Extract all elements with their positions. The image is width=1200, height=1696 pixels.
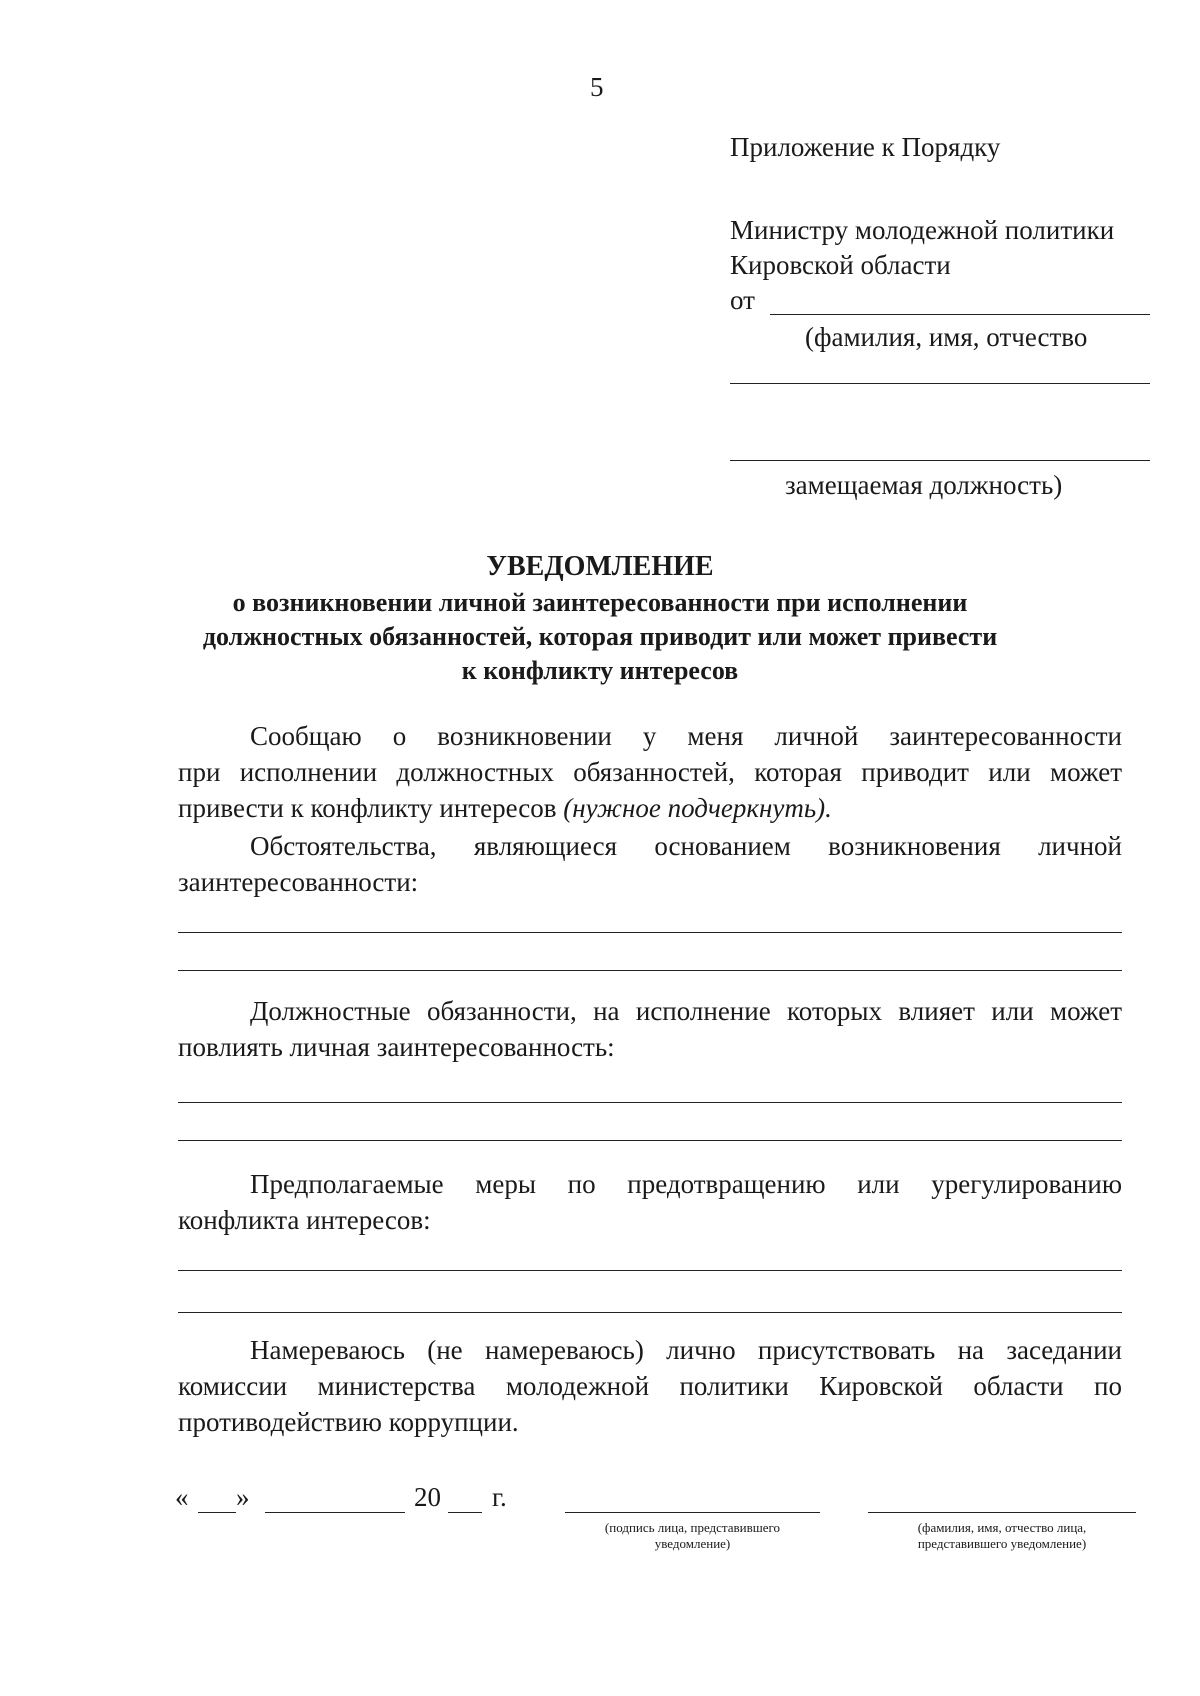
date-year-suffix: г. bbox=[492, 1482, 507, 1512]
measures-line-1[interactable] bbox=[178, 1270, 1122, 1271]
duties-line-1[interactable] bbox=[178, 1102, 1122, 1103]
p1-line1: Сообщаю о возникновении у меня личной заинтересованности bbox=[250, 721, 1122, 751]
p3-line1: Должностные обязанности, на исполнение которых влияет или может bbox=[250, 996, 1122, 1026]
position-line[interactable] bbox=[730, 460, 1150, 461]
p4-line1: Предполагаемые меры по предотвращению или урегулированию bbox=[250, 1169, 1122, 1199]
paragraph-intention bbox=[178, 1332, 1122, 1440]
signature-caption-1: (подпись лица, представившего bbox=[604, 1520, 781, 1535]
appendix-label: Приложение к Порядку bbox=[730, 132, 1001, 162]
signature-caption-2: уведомление) bbox=[654, 1536, 731, 1551]
hint-position: замещаемая должность) bbox=[785, 470, 1063, 500]
addressee-line2: Кировской области bbox=[730, 250, 951, 280]
title-sub-line1: о возникновении личной заинтересованности при исполнении bbox=[232, 588, 968, 617]
p5-line2: комиссии министерства молодежной политики Кировской области по bbox=[178, 1371, 1122, 1401]
p1-line3 bbox=[178, 790, 1122, 826]
p5-line3: противодействию коррупции. bbox=[178, 1407, 519, 1437]
full-name-line[interactable] bbox=[868, 1512, 1136, 1513]
paragraph-statement bbox=[178, 718, 1122, 826]
full-name-caption-2: представившего уведомление) bbox=[917, 1536, 1087, 1551]
name-continuation-line[interactable] bbox=[730, 383, 1150, 384]
p4-line2: конфликта интересов: bbox=[178, 1205, 431, 1235]
paragraph-duties bbox=[178, 993, 1122, 1065]
p1-line2: при исполнении должностных обязанностей, которая приводит или может bbox=[178, 757, 1122, 787]
title-sub-line3: к конфликту интересов bbox=[461, 656, 739, 685]
hint-name: (фамилия, имя, отчество bbox=[805, 322, 1088, 352]
full-name-caption-1: (фамилия, имя, отчество лица, bbox=[917, 1520, 1087, 1535]
p2-line1: Обстоятельства, являющиеся основанием возникновения личной bbox=[250, 831, 1122, 861]
title-sub-line2: должностных обязанностей, которая приводит или может привести bbox=[202, 622, 998, 651]
paragraph-circumstances bbox=[178, 828, 1122, 900]
date-day-line[interactable] bbox=[198, 1512, 236, 1513]
paragraph-measures bbox=[178, 1166, 1122, 1238]
p5-line1: Намереваюсь (не намереваюсь) лично присутствовать на заседании bbox=[250, 1335, 1122, 1365]
date-quote-close: » bbox=[236, 1482, 250, 1512]
addressee-line1: Министру молодежной политики bbox=[730, 215, 1115, 245]
date-quote-open: « bbox=[175, 1482, 189, 1512]
measures-line-2[interactable] bbox=[178, 1312, 1122, 1313]
page-number: 5 bbox=[590, 72, 604, 102]
p2-line2: заинтересованности: bbox=[178, 867, 419, 897]
p1-underline-hint: (нужное подчеркнуть). bbox=[563, 793, 832, 823]
duties-line-2[interactable] bbox=[178, 1140, 1122, 1141]
circumstances-line-2[interactable] bbox=[178, 970, 1122, 971]
from-name-line[interactable] bbox=[770, 314, 1150, 315]
document-title: УВЕДОМЛЕНИЕ bbox=[486, 551, 714, 582]
p1-line3-text: привести к конфликту интересов bbox=[178, 793, 564, 823]
circumstances-line-1[interactable] bbox=[178, 932, 1122, 933]
date-year-line[interactable] bbox=[448, 1512, 482, 1513]
from-label: от bbox=[730, 285, 755, 315]
signature-line[interactable] bbox=[565, 1512, 820, 1513]
date-month-line[interactable] bbox=[265, 1512, 405, 1513]
p3-line2: повлиять личная заинтересованность: bbox=[178, 1032, 615, 1062]
date-year-prefix: 20 bbox=[414, 1482, 441, 1512]
